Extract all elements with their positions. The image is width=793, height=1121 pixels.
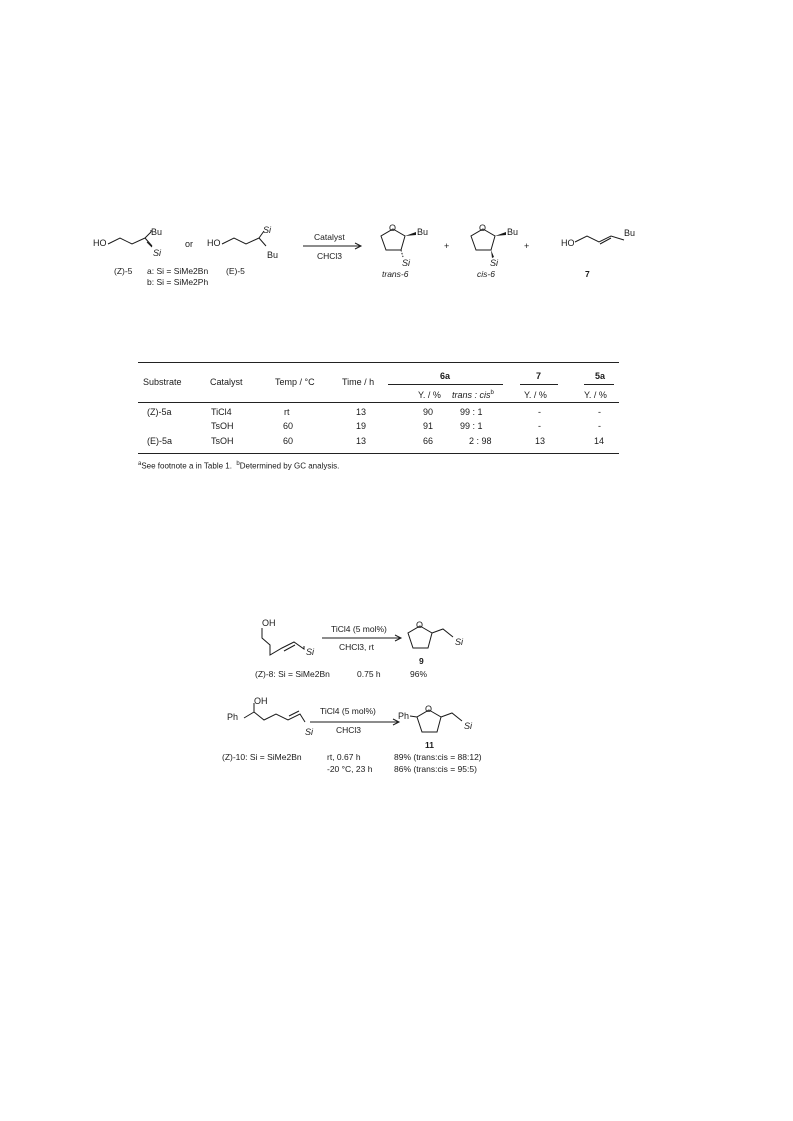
plus-sign: +: [524, 241, 530, 251]
table-row-1-ratio: 99 : 1: [460, 407, 483, 417]
header-ratio-text: trans : cis: [452, 390, 491, 400]
group-5a-rule: [584, 384, 614, 385]
oh-label: OH: [254, 696, 268, 706]
si-label: Si: [305, 727, 314, 737]
e5-label: (E)-5: [226, 266, 245, 276]
header-catalyst: Catalyst: [210, 377, 243, 387]
header-substrate: Substrate: [143, 377, 182, 387]
ho-label: HO: [561, 238, 575, 248]
cmpd10-label: (Z)-10: Si = SiMe2Bn: [222, 752, 302, 762]
reagent-label: TiCl4 (5 mol%): [331, 624, 387, 634]
table-header-rule: [138, 402, 619, 403]
header-temp: Temp / °C: [275, 377, 315, 387]
table-row-3-substrate: (E)-5a: [147, 436, 173, 446]
table-row-1-temp: rt: [284, 407, 290, 417]
header-5a: 5a: [595, 371, 606, 381]
scheme-1: [0, 0, 793, 300]
cmpd7-label: 7: [585, 269, 590, 279]
table-row-3-yield-5a: 14: [594, 436, 605, 446]
cmpd11-label: 11: [425, 740, 434, 750]
cmpd8-label: (Z)-8: Si = SiMe2Bn: [255, 669, 330, 679]
table-row-1-time: 13: [356, 407, 367, 417]
group-7-rule: [520, 384, 558, 385]
table-row-3-time: 13: [356, 436, 367, 446]
table-row-3-ratio: 2 : 98: [469, 436, 492, 446]
table-footnote: $^a$See footnote a in Table 1. $^b$Determined by GC analysis.: [138, 461, 340, 471]
cond1-label: CHCl3, rt: [339, 642, 374, 652]
yield11a-label: 89% (trans:cis = 88:12): [394, 752, 482, 762]
ho-label: HO: [207, 238, 221, 248]
cond10b-label: -20 °C, 23 h: [327, 764, 373, 774]
header-5a-yield: Y. / %: [584, 390, 607, 400]
z5-label: (Z)-5: [114, 266, 133, 276]
si-label: Si: [402, 258, 411, 268]
si-label: Si: [263, 225, 272, 235]
si-label: Si: [464, 721, 473, 731]
solvent-label: CHCl3: [317, 251, 343, 261]
header-7-yield: Y. / %: [524, 390, 547, 400]
group-6a-rule: [388, 384, 503, 385]
cond2-label: CHCl3: [336, 725, 362, 735]
table-row-1-substrate: (Z)-5a: [147, 407, 172, 417]
header-ratio: trans : cis$^b$: [452, 390, 494, 400]
reagent-label: TiCl4 (5 mol%): [320, 706, 376, 716]
header-time: Time / h: [342, 377, 375, 387]
plus-sign: +: [444, 241, 450, 251]
table-row-1-yield-6a: 90: [423, 407, 434, 417]
header-6a: 6a: [440, 371, 451, 381]
table-row-2-temp: 60: [283, 421, 294, 431]
oh-label: OH: [262, 618, 276, 628]
si-label: Si: [306, 647, 315, 657]
table-row-2-yield-5a: -: [598, 421, 601, 431]
table-row-2-time: 19: [356, 421, 367, 431]
header-7: 7: [536, 371, 542, 381]
bu-label: Bu: [417, 227, 429, 237]
yield11b-label: 86% (trans:cis = 95:5): [394, 764, 477, 774]
o-label: O: [389, 223, 397, 233]
si-label: Si: [455, 637, 464, 647]
bu-label: Bu: [267, 250, 279, 260]
o-label: O: [425, 704, 433, 714]
table-row-2-catalyst: TsOH: [211, 421, 234, 431]
table-row-1-yield-7: -: [538, 407, 541, 417]
table-row-3-yield-7: 13: [535, 436, 546, 446]
ph-label: Ph: [398, 711, 410, 721]
ph-label: Ph: [227, 712, 239, 722]
table-bottom-rule: [138, 453, 619, 454]
catalyst-label: Catalyst: [314, 232, 345, 242]
results-table: [138, 362, 619, 457]
o-label: O: [416, 620, 424, 630]
table-row-1-catalyst: TiCl4: [211, 407, 232, 417]
footnote-a: See footnote a in Table 1.: [141, 461, 232, 471]
table-row-3-temp: 60: [283, 436, 294, 446]
si-label: Si: [153, 248, 162, 258]
cond10a-label: rt, 0.67 h: [327, 752, 361, 762]
def-b: b: Si = SiMe2Ph: [147, 277, 209, 287]
cis6-label: cis-6: [477, 269, 495, 279]
yield9-label: 96%: [410, 669, 428, 679]
ho-label: HO: [93, 238, 107, 248]
trans6-label: trans-6: [382, 269, 409, 279]
table-row-3-catalyst: TsOH: [211, 436, 234, 446]
table-row-2-yield-6a: 91: [423, 421, 434, 431]
or-text: or: [185, 239, 194, 249]
table-top-rule: [138, 362, 619, 363]
cmpd9-label: 9: [419, 656, 424, 666]
footnote-b: Determined by GC analysis.: [239, 461, 340, 471]
bu-label: Bu: [151, 227, 163, 237]
table-row-3-yield-6a: 66: [423, 436, 434, 446]
bu-label: Bu: [624, 228, 636, 238]
si-label: Si: [490, 258, 499, 268]
table-row-2-ratio: 99 : 1: [460, 421, 483, 431]
o-label: O: [479, 223, 487, 233]
bu-label: Bu: [507, 227, 519, 237]
scheme-2: [0, 600, 793, 790]
table-row-2-yield-7: -: [538, 421, 541, 431]
header-6a-yield: Y. / %: [418, 390, 441, 400]
def-a: a: Si = SiMe2Bn: [147, 266, 209, 276]
time8-label: 0.75 h: [357, 669, 381, 679]
table-row-1-yield-5a: -: [598, 407, 601, 417]
